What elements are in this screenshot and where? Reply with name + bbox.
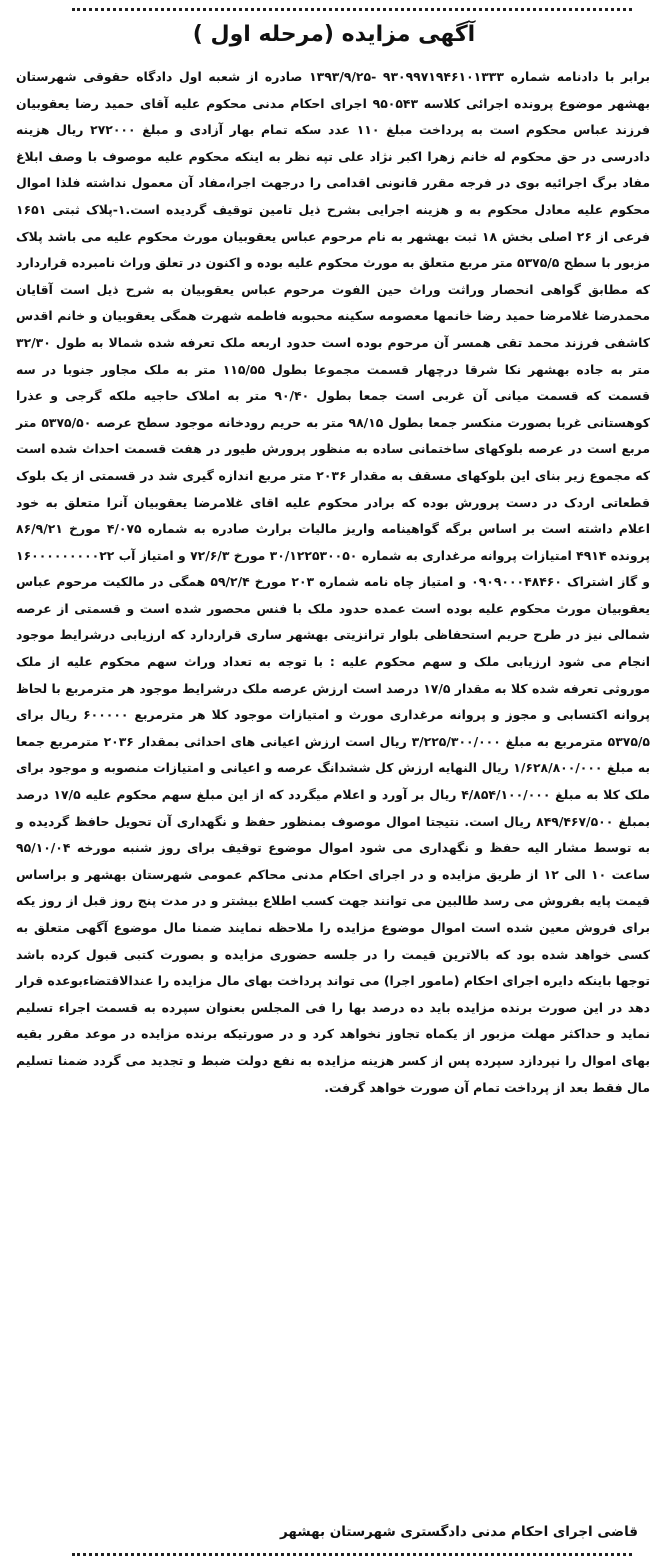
notice-body	[16, 64, 650, 1101]
notice-signature: قاضی اجرای احکام مدنی دادگستری شهرستان بهشهر	[280, 1524, 638, 1540]
bottom-dotted-divider	[72, 1553, 632, 1556]
notice-body-paragraph: برابر با دادنامه شماره ۹۳۰۹۹۷۱۹۴۶۱۰۱۳۳۳ -۱۳۹۳/۹/۲۵ صادره از شعبه اول دادگاه حقوقی شهرستان بهشهر موضوع پرونده اجرائی کلاسه ۹۵۰۵۴۳ اجرای احکام مدنی محکوم علیه آقای حمید رضا یعقوبیان فرزند عباس محکوم است به پرداخت مبلغ ۱۱۰ عدد سکه تمام بهار آزادی و مبلغ ۲۷۲۰۰۰ ریال هزینه دادرسی در حق محکوم له خانم زهرا اکبر نژاد علی تپه نظر به اینکه محکوم علیه موصوف با وصف ابلاغ مفاد برگ اجرائیه بوی در فرجه مقرر قانونی اقدامی را درجهت اجرا،مفاد آن معمول نداشته فلذا اموال محکوم علیه معادل محکوم به و هزینه اجرایی بشرح ذیل تامین توقیف گردیده است.۱-پلاک ثبتی ۱۶۵۱ فرعی از ۲۶ اصلی بخش ۱۸ ثبت بهشهر به نام مرحوم عباس یعقوبیان مورث محکوم علیه می باشد پلاک مزبور با سطح ۵۳۷۵/۵ متر مربع متعلق به مورث محکوم علیه بوده و اکنون در تعلق وراث نامبرده قراردارد که مطابق گواهی انحصار وراثت وراث حین الفوت مرحوم عباس یعقوبیان به شرح ذیل است آقایان محمدرضا غلامرضا حمید رضا خانمها معصومه سکینه محبوبه فاطمه شهرت همگی یعقوبیان و خانم اقدس کاشفی فرزند محمد تقی همسر آن مرحوم بوده است حدود اربعه ملک تعرفه شده شمالا به طول ۳۲/۳۰ متر به جاده بهشهر نکا شرقا درچهار قسمت مجموعا بطول ۱۱۵/۵۵ متر به ملک مجاور جنوبا در سه قسمت که قسمت میانی آن غربی است جمعا بطول ۹۰/۴۰ متر به املاک حاجیه ملکه گرجی و عذرا کوهستانی غربا بصورت منکسر جمعا بطول ۹۸/۱۵ متر به حریم رودخانه موجود سطح عرصه ۵۳۷۵/۵۰ متر مربع است در عرصه بلوکهای ساختمانی ساده به منظور پرورش طیور در هفت قسمت احداث شده است که مجموع زیر بنای این بلوکهای مسقف به مقدار ۲۰۳۶ متر مربع اندازه گیری شد در قسمتی از یک بلوک قطعاتی اردک در دست پرورش بوده که برادر محکوم علیه اقای غلامرضا یعقوبیان آنرا متعلق به خود اعلام داشته است بر اساس برگه گواهینامه واریز مالیات برارث صادره به شماره ۴/۰۷۵ مورخ ۸۶/۹/۲۱ پرونده ۴۹۱۴ امتیازات پروانه مرغداری به شماره ۳۰/۱۲۲۵۳۰۰۵۰ مورخ ۷۲/۶/۳ و امتیاز آب ۱۶۰۰۰۰۰۰۰۰۰۲۲ و گاز اشتراک ۰۹۰۹۰۰۰۴۸۴۶۰ و امتیاز چاه نامه شماره ۲۰۳ مورخ ۵۹/۲/۴ همگی در مالکیت مرحوم عباس یعقوبیان مورث محکوم علیه بوده است عمده حدود ملک با فنس محصور شده است و قسمتی از عرصه شمالی نیز در طرح حریم استحفاظی بلوار ترانزیتی بهشهر ساری قراردارد که ارزیابی درشرایط موجود انجام می شود ارزیابی ملک و سهم محکوم علیه : با توجه به تعداد وراث سهم محکوم علیه از ملک موروثی تعرفه شده کلا به مقدار ۱۷/۵ درصد است ارزش عرصه ملک درشرایط موجود هر مترمربع با لحاظ پروانه اکتسابی و مجوز و پروانه مرغداری مورث و امتیازات موجود کلا هر مترمربع ۶۰۰۰۰۰ ریال برای ۵۳۷۵/۵ مترمربع به مبلغ ۳/۲۲۵/۳۰۰/۰۰۰ ریال است ارزش اعیانی های احداثی بمقدار ۲۰۳۶ مترمربع جمعا به مبلغ ۱/۶۲۸/۸۰۰/۰۰۰ ریال النهایه ارزش کل ششدانگ عرصه و اعیانی و امتیازات منصوبه و موجود برای ملک کلا به مبلغ ۴/۸۵۴/۱۰۰/۰۰۰ ریال بر آورد و اعلام میگردد که از این مبلغ سهم محکوم علیه ۱۷/۵ درصد بمبلغ ۸۴۹/۴۶۷/۵۰۰ ریال است. نتیجتا اموال موصوف بمنظور حفظ و نگهداری آن تحویل حافظ گردیده و به توسط مشار الیه حفظ و نگهداری می شود اموال موضوع توقیف برای روز شنبه مورخه ۹۵/۱۰/۰۴ ساعت ۱۰ الی ۱۲ از طریق مزایده و در اجرای احکام مدنی محاکم عمومی شهرستان بهشهر و براساس قیمت پایه بفروش می رسد طالبین می توانند جهت کسب اطلاع بیشتر و در مدت پنج روز قبل از روز یکه برای فروش معین شده است اموال موضوع مزایده را ملاحظه نمایند ضمنا مال موضوع آگهی متعلق به کسی خواهد شده بود که بالاترین قیمت را در جلسه حضوری مزایده و بصورت کتبی قبول کرده باشد توجها باینکه دایره اجرای احکام (مامور اجرا) می تواند پرداخت بهای مال مزایده را عندالاقتضاءبوعده قرار دهد در این صورت برنده مزایده باید ده درصد بها را فی المجلس بعنوان سپرده به قسمت اجراء تسلیم نماید و حداکثر مهلت مزبور از یکماه تجاوز نخواهد کرد و در صورتیکه برنده مزایده در موعد مقرر بقیه بهای اموال را نپردازد سپرده پس از کسر هزینه مزایده به نفع دولت ضبط و تجدید می گردد ضمنا تسلیم مال فقط بعد از پرداخت تمام آن صورت خواهد گرفت.	[16, 69, 651, 1095]
notice-title: آگهی مزایده (مرحله اول )	[192, 22, 476, 47]
top-dotted-divider	[72, 8, 632, 11]
